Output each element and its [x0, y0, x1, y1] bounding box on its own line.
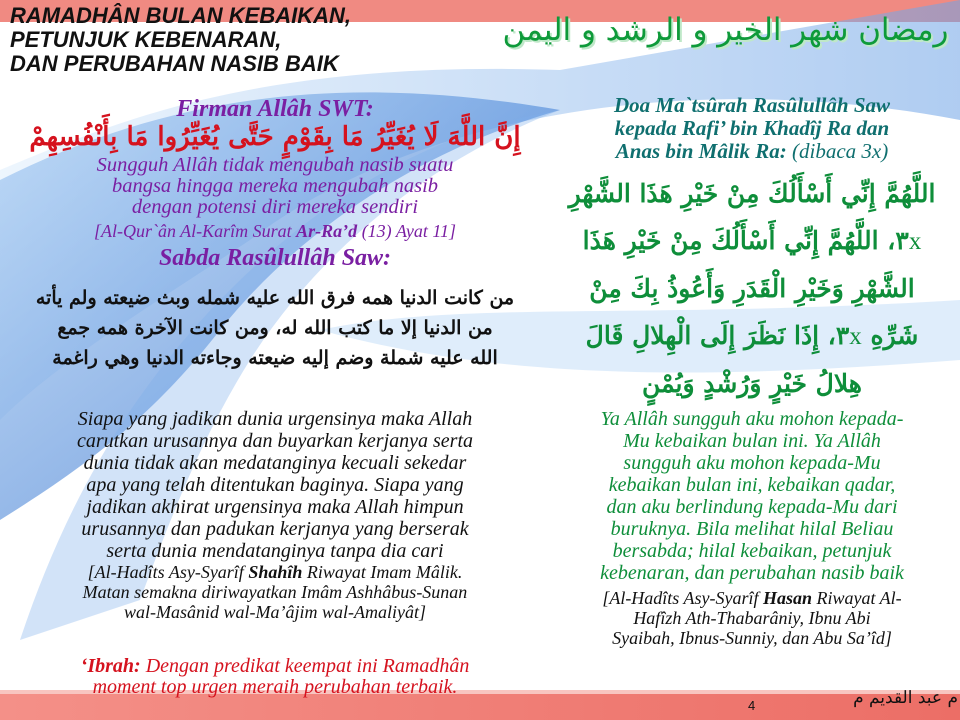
- doa-arabic-times: x: [849, 323, 862, 350]
- firman-source-post: (13) Ayat 11]: [357, 221, 457, 241]
- sabda-ref-line: Matan semakna diriwayatkan Imâm Ashhâbus-Sunan: [82, 582, 468, 602]
- sabda-translation-line: Siapa yang jadikan dunia urgensinya maka Allah: [77, 408, 473, 430]
- doa-arabic-line: هِلالُ خَيْرٍ وَرُشْدٍ وَيُمْنٍ: [642, 369, 862, 398]
- author-signature: م عبد القديم م: [853, 688, 958, 708]
- sabda-ref-line: wal-Masânid wal-Ma’âjim wal-Amaliyât]: [124, 602, 426, 622]
- title-line-2: PETUNJUK KEBENARAN,: [10, 27, 282, 52]
- doa-heading-line: kepada Rafi’ bin Khadîj Ra dan: [614, 116, 890, 140]
- doa-translation: [552, 408, 952, 584]
- page-title: [10, 4, 530, 76]
- doa-ref-line: Hafîzh Ath-Thabarâniy, Ibnu Abi: [633, 608, 871, 628]
- doa-heading-line: Doa Ma`tsûrah Rasûlullâh Saw: [613, 93, 891, 117]
- doa-ref-grade: Hasan: [762, 588, 812, 608]
- doa-ref-post: Riwayat Al-: [812, 588, 902, 608]
- doa-translation-line: buruknya. Bila melihat hilal Beliau: [610, 518, 894, 540]
- sabda-ref-grade: Shahîh: [248, 562, 303, 582]
- firman-source-pre: [Al-Qur`ân Al-Karîm Surat: [93, 221, 297, 241]
- sabda-heading: Sabda Rasûlullâh Saw:: [158, 245, 392, 271]
- doa-arabic-times: x: [908, 228, 922, 255]
- arabic-title: رمضان شهر الخير و الرشد و اليمن: [502, 12, 949, 48]
- page-number: 4: [748, 698, 756, 713]
- doa-arabic: [552, 170, 952, 407]
- sabda-arabic-line: من كانت الدنيا همه فرق الله عليه شمله وبث ضيعته ولم يأته: [35, 287, 515, 309]
- firman-translation: [8, 155, 542, 218]
- firman-translation-line: bangsa hingga mereka mengubah nasib: [111, 175, 439, 197]
- sabda-translation-line: serta dunia mendatanginya tanpa dia cari: [106, 540, 444, 562]
- doa-arabic-line: ، إِذَا نَظَرَ إِلَى الْهِلالِ قَالَ: [585, 321, 836, 350]
- firman-translation-line: Sungguh Allâh tidak mengubah nasib suatu: [96, 154, 454, 176]
- doa-arabic-line: شَرِّهِ ٣: [835, 321, 919, 350]
- doa-ref-line: Syaibah, Ibnus-Sunniy, dan Abu Sa’îd]: [612, 628, 892, 648]
- sabda-translation-line: urusannya dan padukan kerjanya yang berserak: [81, 518, 469, 540]
- doa-reference: [552, 588, 952, 648]
- sabda-translation-line: apa yang telah ditentukan baginya. Siapa yang: [86, 474, 464, 496]
- firman-arabic-verse: إِنَّ اللَّهَ لَا يُغَيِّرُ مَا بِقَوْمٍ حَتَّى يُغَيِّرُوا مَا بِأَنْفُسِهِمْ: [29, 122, 521, 152]
- sabda-ref-pre: [Al-Hadîts Asy-Syarîf: [87, 562, 249, 582]
- sabda-arabic-line: من الدنيا إلا ما كتب الله له، ومن كانت الآخرة همه جمع: [57, 317, 493, 339]
- firman-source-surah: Ar-Ra’d: [296, 221, 358, 241]
- firman-translation-line: dengan potensi diri mereka sendiri: [131, 196, 419, 218]
- sabda-arabic-line: الله عليه شملة وضم إليه ضيعته وجاءته الدنيا وهي راغمة: [52, 347, 498, 369]
- ibrah-note: [8, 656, 542, 698]
- sabda-translation-line: jadikan akhirat urgensinya maka Allah himpun: [86, 496, 464, 518]
- doa-translation-line: bersabda; hilal kebaikan, petunjuk: [612, 540, 892, 562]
- column-divider: [546, 95, 547, 695]
- sabda-translation-line: dunia tidak akan medatanginya kecuali sekedar: [83, 452, 467, 474]
- doa-translation-line: Mu kebaikan bulan ini. Ya Allâh: [623, 430, 881, 452]
- sabda-translation-line: carutkan urusannya dan buyarkan kerjanya serta: [76, 430, 474, 452]
- sabda-arabic-hadith: [8, 283, 542, 373]
- doa-heading: [552, 94, 952, 163]
- doa-heading-note: (dibaca 3x): [786, 139, 889, 163]
- doa-translation-line: Ya Allâh sungguh aku mohon kepada-: [600, 408, 904, 430]
- ibrah-line: Dengan predikat keempat ini Ramadhân: [140, 655, 470, 677]
- doa-heading-narrators: Anas bin Mâlik Ra:: [615, 139, 787, 163]
- doa-arabic-line: الشَّهْرِ وَخَيْرِ الْقَدَرِ وَأَعُوذُ بِكَ مِنْ: [589, 274, 915, 303]
- sabda-translation: [8, 408, 542, 562]
- doa-translation-line: kebenaran, dan perubahan nasib baik: [600, 562, 904, 584]
- sabda-ref-post: Riwayat Imam Mâlik.: [302, 562, 463, 582]
- doa-translation-line: dan aku berlindung kepada-Mu dari: [606, 496, 898, 518]
- title-line-1: RAMADHÂN BULAN KEBAIKAN,: [10, 3, 351, 28]
- doa-arabic-three: ٣: [895, 226, 909, 255]
- sabda-reference: [8, 562, 542, 622]
- ibrah-line: moment top urgen meraih perubahan terbaik.: [92, 676, 458, 698]
- firman-source: [8, 221, 542, 242]
- doa-translation-line: kebaikan bulan ini, kebaikan qadar,: [608, 474, 896, 496]
- title-line-3: DAN PERUBAHAN NASIB BAIK: [10, 51, 339, 76]
- doa-arabic-line: ، اللَّهُمَّ إِنِّي أَسْأَلُكَ مِنْ خَيْرِ هَذَا: [582, 226, 896, 255]
- doa-translation-line: sungguh aku mohon kepada-Mu: [623, 452, 881, 474]
- doa-arabic-line: اللَّهُمَّ إِنِّي أَسْأَلُكَ مِنْ خَيْرِ هَذَا الشَّهْرِ: [568, 179, 936, 208]
- firman-heading: Firman Allâh SWT:: [176, 96, 374, 122]
- ibrah-label: ‘Ibrah:: [80, 655, 141, 677]
- doa-ref-pre: [Al-Hadîts Asy-Syarîf: [602, 588, 763, 608]
